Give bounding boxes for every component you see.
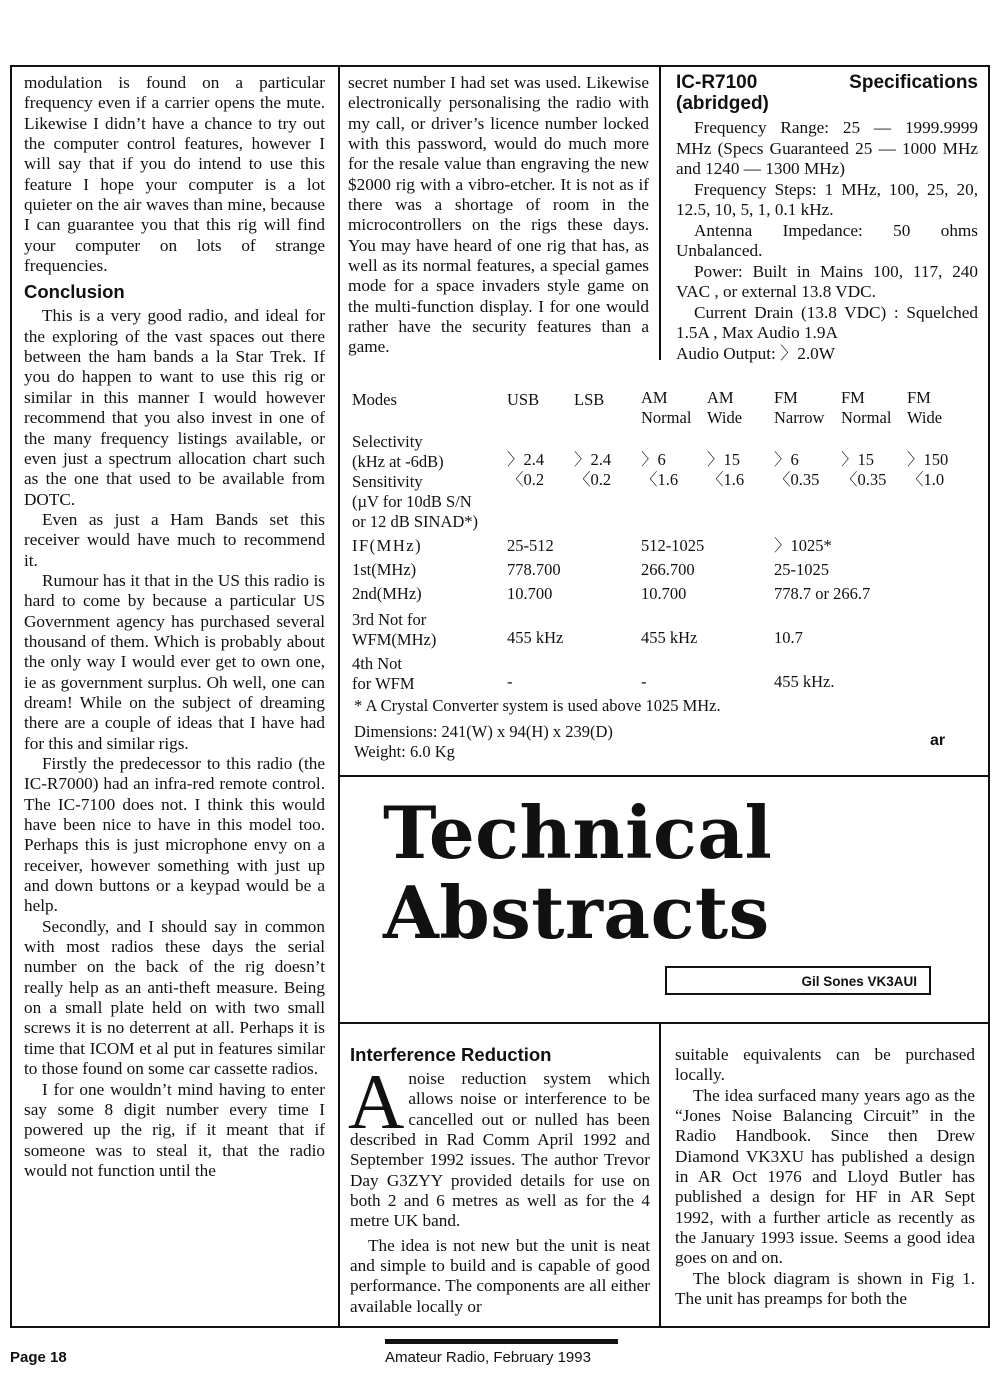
- table-cell: 778.7 or 266.7: [774, 584, 871, 603]
- table-header-am-normal-1: AM: [641, 388, 668, 407]
- conclusion-heading: Conclusion: [24, 281, 125, 303]
- spec-power: Power: Built in Mains 100, 117, 240 VAC , or external 13.8 VDC.: [676, 261, 978, 301]
- column-2: [348, 73, 649, 358]
- table-cell: 〉1025*: [774, 536, 832, 555]
- section-title: [383, 790, 773, 955]
- frame-right-rule: [988, 65, 990, 1328]
- paragraph: Firstly the predecessor to this radio (the IC-R7000) had an infra-red remote control. The IC-7100 does not. I think this would have been nice to have in this model too. Perhaps this is just microphone envy on a receiver, however something with just up and down buttons or a keypad would be a help.: [24, 754, 325, 916]
- table-cell: 778.700: [507, 560, 561, 579]
- table-header-fm-wide-2: Wide: [907, 408, 943, 427]
- table-cell: 25-512: [507, 536, 554, 555]
- paragraph: suitable equivalents can be purchased locally.: [675, 1045, 975, 1085]
- row-label-fourth-2: for WFM: [352, 674, 415, 693]
- section-title-line-1: Technical: [383, 790, 773, 875]
- table-header-fm-normal-1: FM: [841, 388, 865, 407]
- row-label-sensitivity-2: (µV for 10dB S/N: [352, 492, 472, 511]
- paragraph: modulation is found on a particular frequency even if a carrier opens the mute. Likewise I didn’t have a chance to try out the computer control features, however I will say that if you do intend to use this feature I hope your computer is a lot quieter on the air waves than mine, because I can guarantee you that this rig will find your computer on lots of strange frequencies.: [24, 73, 325, 276]
- table-cell: 10.7: [774, 628, 803, 647]
- table-cell: 〈0.2: [507, 470, 545, 489]
- table-cell: 〉6: [774, 450, 799, 469]
- table-header-am-wide-2: Wide: [707, 408, 743, 427]
- paragraph: This is a very good radio, and ideal for the exploring of the vast spaces out there between the ham bands a la Star Trek. If you do happen to want to use this rig or similar in this manner I would however recommend that you also invest in one of the many frequency listings available, or even just a spectrum allocation chart such as the one that used to be available from DOTC.: [24, 306, 325, 509]
- footer-bar: [385, 1339, 618, 1344]
- article-column-2: [675, 1045, 975, 1309]
- author-byline: Gil Sones VK3AUI: [665, 966, 931, 995]
- magazine-issue: Amateur Radio, February 1993: [385, 1349, 591, 1366]
- row-label-selectivity-2: (kHz at -6dB): [352, 452, 444, 471]
- table-cell: 455 kHz: [641, 628, 698, 647]
- table-cell: 〈1.6: [707, 470, 745, 489]
- table-cell: 〈1.0: [907, 470, 945, 489]
- table-header-fm-narrow-2: Narrow: [774, 408, 825, 427]
- table-cell: 455 kHz: [507, 628, 564, 647]
- table-header-fm-wide-1: FM: [907, 388, 931, 407]
- paragraph: secret number I had set was used. Likewise electronically personalising the radio with my call, or driver’s licence number locked with this password, would do much more for the resale value than engraving the new $2000 rig with a vibro-etcher. It is not as if there was a shortage of room in the microcontrollers on the rigs these days. You may have heard of one rig that has, as well as its normal features, a special games mode for a space invaders style game on the multi-function display. I for one would rather have the security features than a game.: [348, 73, 649, 357]
- spec-audio-output: Audio Output: 〉2.0W: [676, 343, 835, 363]
- weight: Weight: 6.0 Kg: [354, 742, 455, 761]
- table-cell: 10.700: [641, 584, 687, 603]
- abstracts-bottom-rule: [338, 1022, 990, 1024]
- table-header-fm-normal-2: Normal: [841, 408, 892, 427]
- table-header-lsb: LSB: [574, 390, 605, 409]
- dimensions: Dimensions: 241(W) x 94(H) x 239(D): [354, 722, 613, 741]
- table-cell: -: [507, 672, 513, 691]
- table-cell: 〈0.2: [574, 470, 612, 489]
- table-cell: 〈0.35: [841, 470, 887, 489]
- spec-current-drain: Current Drain (13.8 VDC) : Squelched 1.5A , Max Audio 1.9A: [676, 302, 978, 342]
- frame-top-rule: [10, 65, 990, 67]
- end-mark: ar: [930, 732, 946, 749]
- spec-title: IC-R7100 Specifications (abridged): [676, 72, 978, 114]
- row-label-first: 1st(MHz): [352, 560, 417, 579]
- table-cell: 512-1025: [641, 536, 705, 555]
- page-number: Page 18: [10, 1349, 67, 1366]
- table-cell: 〉6: [641, 450, 666, 469]
- table-cell: 10.700: [507, 584, 553, 603]
- paragraph: The idea is not new but the unit is neat and simple to build and is capable of good performance. The components are all either available locally or: [350, 1235, 650, 1316]
- spec-table: [352, 386, 982, 776]
- frame-left-rule: [10, 65, 12, 1328]
- spec-frequency-steps: Frequency Steps: 1 MHz, 100, 25, 20, 12.5, 10, 5, 1, 0.1 kHz.: [676, 179, 978, 219]
- table-cell: 〉15: [841, 450, 874, 469]
- table-cell: 〈1.6: [641, 470, 679, 489]
- paragraph: The idea surfaced many years ago as the “Jones Noise Balancing Circuit” in the Radio Handbook. Since then Drew Diamond VK3XU has published a design in AR Oct 1976 and Lloyd Butler has published a design for HF in AR Sept 1992, with a further article as recently as the January 1993 issue. Seems a good idea goes on and on.: [675, 1085, 975, 1268]
- column-divider-2: [659, 65, 661, 360]
- article-column-1: [350, 1041, 650, 1317]
- row-label-fourth-1: 4th Not: [352, 654, 402, 673]
- column-divider-1: [338, 65, 340, 1328]
- table-cell: 455 kHz.: [774, 672, 835, 691]
- row-label-second: 2nd(MHz): [352, 584, 422, 603]
- column-1: [24, 73, 325, 1181]
- table-cell: 〉150: [907, 450, 949, 469]
- table-header-modes: Modes: [352, 390, 397, 409]
- table-header-usb: USB: [507, 390, 540, 409]
- spec-box: [676, 72, 978, 364]
- paragraph-text: noise reduction system which allows noise or interference to be cancelled out or nulled has been described in Rad Comm April 1992 and September 1992 issues. The author Trevor Day G3ZYY provided details for use on both 2 and 6 metres as well as for the 4 metre UK band.: [350, 1069, 650, 1231]
- table-header-am-wide-1: AM: [707, 388, 734, 407]
- row-label-sensitivity-1: Sensitivity: [352, 472, 423, 491]
- frame-bottom-rule: [10, 1326, 990, 1328]
- table-cell: 〈0.35: [774, 470, 820, 489]
- table-cell: -: [641, 672, 647, 691]
- table-cell: 〉2.4: [574, 450, 612, 469]
- table-footnote: * A Crystal Converter system is used above 1025 MHz.: [354, 696, 721, 715]
- spec-frequency-range: Frequency Range: 25 — 1999.9999 MHz (Specs Guaranteed 25 — 1000 MHz and 1240 — 1300 MHz): [676, 118, 978, 178]
- column-divider-3: [659, 1022, 661, 1328]
- table-cell: 〉15: [707, 450, 740, 469]
- paragraph: Rumour has it that in the US this radio is hard to come by because a particular US Government agency has purchased several thousand of them. Which is probably about the only way I would ever get to own one, ie as government surplus. Oh well, one can dream! While on the subject of dreaming there are a couple of ideas that I have had for this and similar rigs.: [24, 570, 325, 753]
- table-header-am-normal-2: Normal: [641, 408, 692, 427]
- paragraph: [348, 1058, 650, 1232]
- paragraph: The block diagram is shown in Fig 1. The unit has preamps for both the: [675, 1268, 975, 1309]
- article-heading: Interference Reduction: [350, 1044, 552, 1065]
- row-label-if: IF(MHz): [352, 536, 423, 555]
- paragraph: Even as just a Ham Bands set this receiver would have much to recommend it.: [24, 509, 325, 570]
- table-header-fm-narrow-1: FM: [774, 388, 798, 407]
- table-cell: 25-1025: [774, 560, 829, 579]
- table-cell: 〉2.4: [507, 450, 545, 469]
- row-label-third-2: WFM(MHz): [352, 630, 437, 649]
- row-label-third-1: 3rd Not for: [352, 610, 427, 629]
- paragraph: Secondly, and I should say in common with most radios these days the serial number on the back of the rig doesn’t really help as an anti-theft measure. Being on a small plate held on with two small screws it is no deterrent at all. Perhaps it is time that ICOM et al put in features similar to those found on some car cassette radios.: [24, 916, 325, 1079]
- row-label-selectivity-1: Selectivity: [352, 432, 423, 451]
- spec-antenna: Antenna Impedance: 50 ohms Unbalanced.: [676, 220, 978, 260]
- section-title-line-2: Abstracts: [383, 870, 770, 955]
- row-label-sensitivity-3: or 12 dB SINAD*): [352, 512, 479, 531]
- paragraph: I for one wouldn’t mind having to enter say some 8 digit number every time I powered up the rig, if it meant that if someone was to steal it, that the radio would not function until the: [24, 1079, 325, 1180]
- table-cell: 266.700: [641, 560, 695, 579]
- drop-cap: A: [348, 1058, 405, 1145]
